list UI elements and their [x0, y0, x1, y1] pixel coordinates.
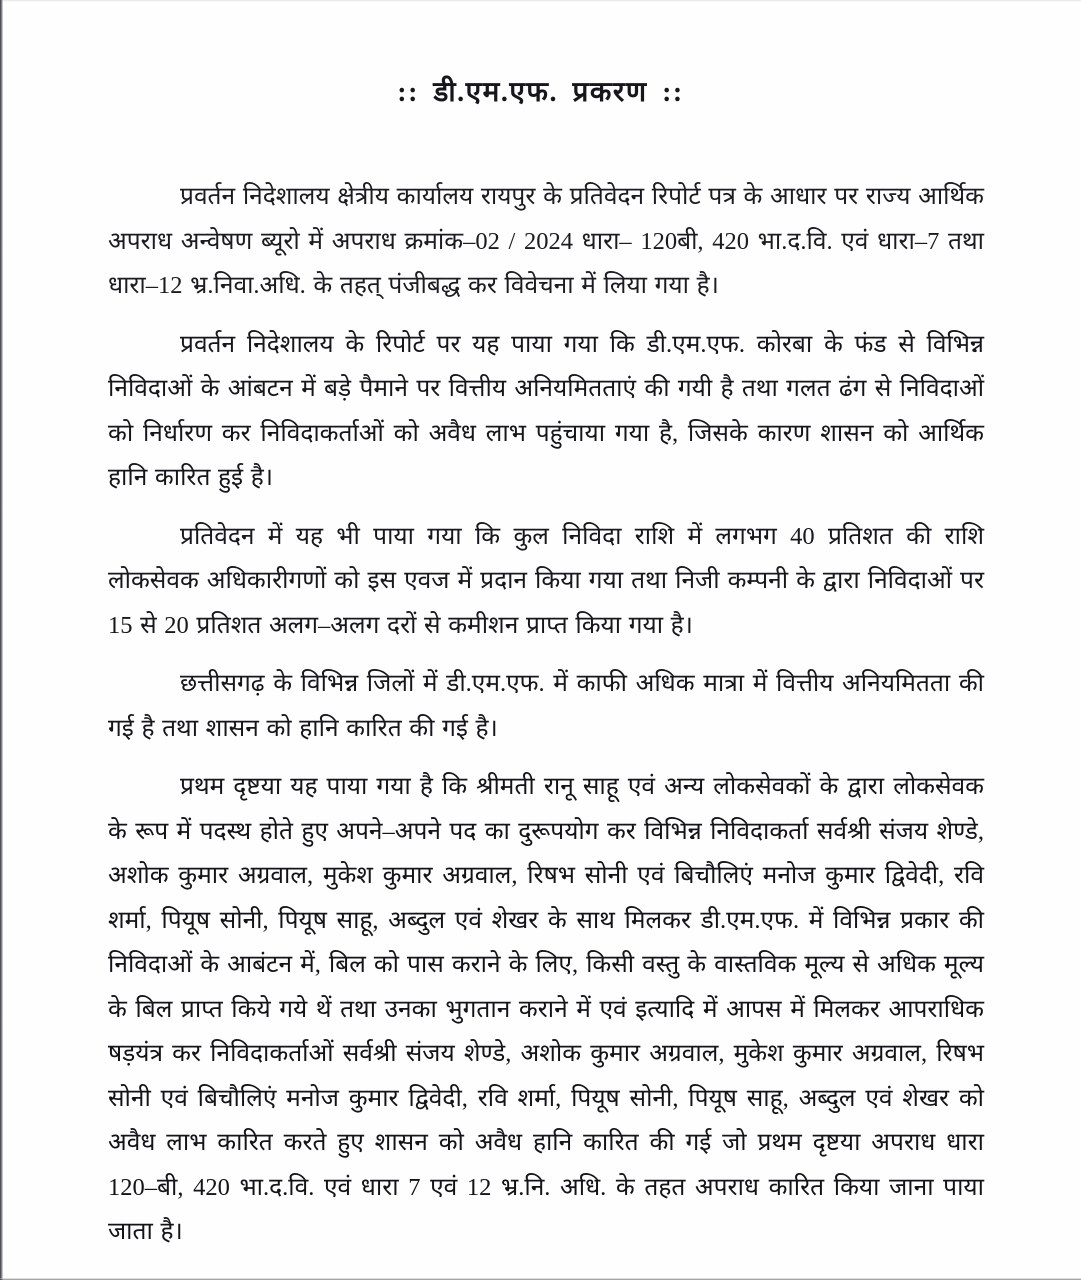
paragraph-registration: प्रवर्तन निदेशालय क्षेत्रीय कार्यालय रायपुर के प्रतिवेदन रिपोर्ट पत्र के आधार पर राज्य आर्थिक अपराध अन्वेषण ब्यूरो में अपराध क्रमांक–02 / 2024 धारा– 120बी, 420 भा.द.वि. एवं धारा–7 तथा धारा–12 भ्र.निवा.अधि. के तहत् पंजीबद्ध कर विवेचना में लिया गया है।: [108, 183, 984, 299]
paragraph-commission-percentages: प्रतिवेदन में यह भी पाया गया कि कुल निविदा राशि में लगभग 40 प्रतिशत की राशि लोकसेवक अधिकारीगणों को इस एवज में प्रदान किया गया तथा निजी कम्पनी के द्वारा निविदाओं पर 15 से 20 प्रतिशत अलग–अलग दरों से कमीशन प्राप्त किया गया है।: [108, 522, 984, 639]
scan-edge-top: [0, 0, 1081, 2]
paragraph-ed-report-findings: प्रवर्तन निदेशालय के रिपोर्ट पर यह पाया गया कि डी.एम.एफ. कोरबा के फंड से विभिन्न निविदाओं के आंबटन में बड़े पैमाने पर वित्तीय अनियमितताएं की गयी है तथा गलत ढंग से निविदाओं को निर्धारण कर निविदाकर्ताओं को अवैध लाभ पहुंचाया गया है, जिसके कारण शासन को आर्थिक हानि कारित हुई है।: [108, 330, 984, 491]
document-body: [108, 175, 984, 1255]
scan-edge-left: [0, 0, 3, 1280]
page-title: :: डी.एम.एफ. प्रकरण ::: [397, 77, 684, 108]
paragraph-prima-facie-accused: प्रथम दृष्टया यह पाया गया है कि श्रीमती रानू साहू एवं अन्य लोकसेवकों के द्वारा लोकसेवक के रूप में पदस्थ होते हुए अपने–अपने पद का दुरूपयोग कर विभिन्न निविदाकर्ता सर्वश्री संजय शेण्डे, अशोक कुमार अग्रवाल, मुकेश कुमार अग्रवाल, रिषभ सोनी एवं बिचौलिएं मनोज कुमार द्विवेदी, रवि शर्मा, पियूष सोनी, पियूष साहू, अब्दुल एवं शेखर के साथ मिलकर डी.एम.एफ. में विभिन्न प्रकार की निविदाओं के आबंटन में, बिल को पास कराने के लिए, किसी वस्तु के वास्तविक मूल्य से अधिक मूल्य के बिल प्राप्त किये गये थें तथा उनका भुगतान कराने में एवं इत्यादि में आपस में मिलकर आपराधिक षड़यंत्र कर निविदाकर्ताओं सर्वश्री संजय शेण्डे, अशोक कुमार अग्रवाल, मुकेश कुमार अग्रवाल, रिषभ सोनी एवं बिचौलिएं मनोज कुमार द्विवेदी, रवि शर्मा, पियूष सोनी, पियूष साहू, अब्दुल एवं शेखर को अवैध लाभ कारित करते हुए शासन को अवैध हानि कारित की गई जो प्रथम दृष्टया अपराध धारा 120–बी, 420 भा.द.वि. एवं धारा 7 एवं 12 भ्र.नि. अधि. के तहत अपराध कारित किया जाना पाया जाता है।: [108, 773, 985, 1245]
paragraph-statewide-irregularity: छत्तीसगढ़ के विभिन्न जिलों में डी.एम.एफ. में काफी अधिक मात्रा में वित्तीय अनियमितता की गई है तथा शासन को हानि कारित की गई है।: [108, 670, 984, 742]
